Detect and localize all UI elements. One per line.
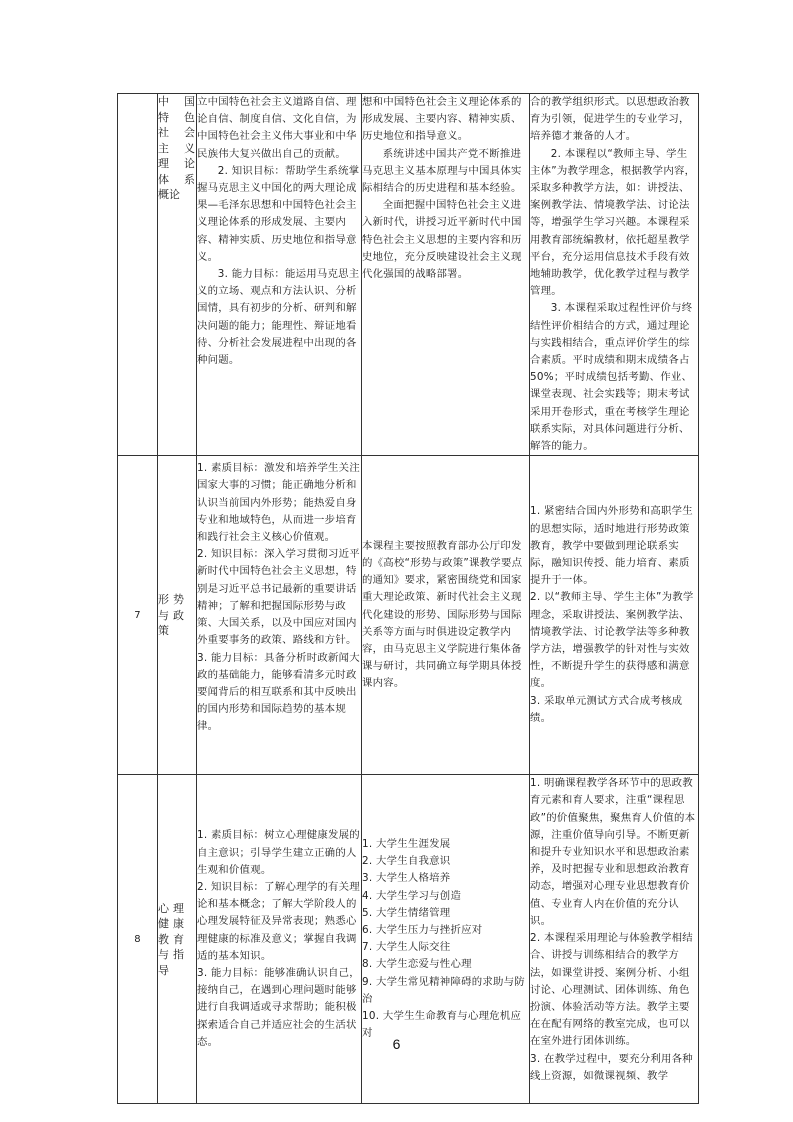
paragraph: 3. 能力目标：能够准确认识自己，接纳自己，在遇到心理问题时能够进行自我调适或寻求帮助；能积极探索适合自己并适应社会的生活状态。 xyxy=(197,967,360,1048)
paragraph: 3. 大学生人格培养 xyxy=(362,872,451,885)
course-number: 7 xyxy=(118,456,158,775)
paragraph: 2. 知识目标：了解心理学的有关理论和基本概念；了解大学阶段人的心理发展特征及异常表现；熟悉心理健康的标准及意义；掌握自我调适的基本知识。 xyxy=(197,881,360,962)
course-name-column xyxy=(158,901,169,979)
paragraph: 1. 紧密结合国内外形势和高职学生的思想实际，适时地进行形势政策教育，教学中要做到理论联系实际，融知识传授、能力培育、素质提升于一体。 xyxy=(530,505,693,587)
course-name-char: 中 xyxy=(158,95,169,108)
course-name-char: 理 xyxy=(158,157,169,170)
course-name-char: 特 xyxy=(158,110,169,124)
paragraph: 7. 大学生人际交往 xyxy=(362,941,451,954)
paragraph: 3. 能力目标：能运用马克思主义的立场、观点和方法认识、分析国情，具有初步的分析、研判和解决问题的能力；能理性、辩证地看待、分析社会发展进程中出现的各种问题。 xyxy=(197,268,360,367)
course-name-column xyxy=(158,94,180,203)
course-goals xyxy=(197,775,362,1104)
course-number: 8 xyxy=(118,775,158,1104)
paragraph: 3. 能力目标：具备分析时政新闻大政的基础能力，能够看清多元时政要闻背后的相互联系和其中反映出的国内形势和国际趋势的基本规律。 xyxy=(197,651,360,733)
table-row xyxy=(118,94,699,456)
table-row xyxy=(118,456,699,775)
paragraph: 1. 素质目标：树立心理健康发展的自主意识；引导学生建立正确的人生观和价值观。 xyxy=(197,829,360,876)
course-name-char: 体 xyxy=(158,172,169,186)
paragraph: 1. 素质目标：激发和培养学生关注国家大事的习惯；能正确地分析和认识当前国内外形势；能热爱自身专业和地域特色，从而进一步培育和践行社会主义核心价值观。 xyxy=(197,462,360,544)
course-goals xyxy=(197,94,362,456)
paragraph: 想和中国特色社会主义理论体系的形成发展、主要内容、精神实质、历史地位和指导意义。 xyxy=(362,96,522,143)
course-name-char: 会 xyxy=(184,126,195,139)
course-table xyxy=(117,93,699,1104)
course-name-char: 与 xyxy=(158,948,169,962)
course-name-char: 康 xyxy=(173,917,184,931)
page-number: 6 xyxy=(392,1036,401,1052)
paragraph: 2. 本课程采用理论与体验教学相结合、讲授与训练相结合的教学方法，如课堂讲授、案例分析、小组讨论、心理测试、团体训练、角色扮演、体验活动等方法。教学主要在在配有网络的教室完成，也可以在室外进行团体训练。 xyxy=(530,932,693,1048)
course-name-char: 心 xyxy=(158,901,169,915)
teaching-methods xyxy=(530,456,699,775)
course-content xyxy=(362,775,530,1104)
paragraph: 2. 大学生自我意识 xyxy=(362,855,451,868)
course-name-column xyxy=(184,94,195,203)
course-name-column xyxy=(173,901,184,979)
paragraph: 4. 大学生学习与创造 xyxy=(362,889,462,902)
course-name-column xyxy=(158,592,169,639)
paragraph: 2. 本课程以“教师主导、学生主体”为教学理念，根据教学内容，采取多种教学方法，如：讲授法、案例教学法、情境教学法、讨论法等，增强学生学习兴趣。本课程采用教育部统编教材，依托超星教学平台，充分运用信息技术手段有效地辅助教学，优化教学过程与教学管理。 xyxy=(530,147,696,298)
course-name-char: 育 xyxy=(173,932,184,946)
course-name-char: 教 xyxy=(158,932,169,946)
paragraph: 本课程主要按照教育部办公厅印发的《高校“形势与政策”课教学要点的通知》要求，紧密围绕党和国家重大理论政策、新时代社会主义现代化建设的形势、国际形势与国际关系等方面与时俱进设定教学内容，由马克思主义学院进行集体备课与研讨，共同确立每学期具体授课内容。 xyxy=(362,539,523,690)
course-name-char: 势 xyxy=(173,593,184,607)
paragraph: 9. 大学生常见精神障碍的求助与防治 xyxy=(362,975,525,1005)
course-name-char: 论 xyxy=(184,157,195,170)
paragraph: 2. 知识目标：深入学习贯彻习近平新时代中国特色社会主义思想，特别是习近平总书记最新的重要讲话精神；了解和把握国际形势与政策、大国关系，以及中国应对国内外重要事务的政策、路线和方针。 xyxy=(197,548,360,647)
course-content xyxy=(362,94,530,456)
course-number xyxy=(118,94,158,456)
course-name-char: 理 xyxy=(173,901,184,915)
course-name-char: 指 xyxy=(173,948,184,962)
paragraph: 合的教学组织形式。以思想政治教育为引领，促进学生的专业学习，培养德才兼备的人才。 xyxy=(530,96,690,143)
course-name xyxy=(158,94,197,456)
paragraph: 6. 大学生压力与挫折应对 xyxy=(362,924,483,937)
paragraph: 3. 本课程采取过程性评价与终结性评价相结合的方式，通过理论与实践相结合，重点评价学生的综合素质。平时成绩和期末成绩各占 50%；平时成绩包括考勤、作业、课堂表现、社会实践等；期末考试采用开卷形式，重在考核学生理论联系实际，对具体问题进行分析、解答的能力。 xyxy=(530,302,693,453)
course-name-column xyxy=(173,592,184,639)
course-name-char: 策 xyxy=(158,624,169,638)
course-name-char: 政 xyxy=(173,608,184,622)
course-name-char: 社 xyxy=(158,126,169,139)
paragraph: 2. 知识目标：帮助学生系统掌握马克思主义中国化的两大理论成果—毛泽东思想和中国特色社会主义理论体系的形成发展、主要内容、精神实质、历史地位和指导意义。 xyxy=(197,164,360,263)
paragraph: 1. 大学生生涯发展 xyxy=(362,838,451,851)
paragraph: 立中国特色社会主义道路自信、理论自信、制度自信、文化自信，为中国特色社会主义伟大事业和中华民族伟大复兴做出自己的贡献。 xyxy=(197,96,357,160)
course-name-char: 导 xyxy=(158,963,169,977)
course-name-char: 国 xyxy=(184,95,195,108)
course-name-char: 概论 xyxy=(158,188,180,201)
table-row xyxy=(118,775,699,1104)
paragraph: 1. 明确课程教学各环节中的思政教育元素和育人要求，注重“课程思政”的价值聚焦，聚焦育人价值的本源，注重价值导向引导。不断更新和提升专业知识水平和思想政治素养，及时把握专业和思想政治教育动态，增强对心理专业思想教育价值、专业育人内在价值的充分认识。 xyxy=(530,777,696,927)
paragraph: 5. 大学生情绪管理 xyxy=(362,906,451,919)
paragraph: 8. 大学生恋爱与性心理 xyxy=(362,958,472,971)
paragraph: 全面把握中国特色社会主义进入新时代，讲授习近平新时代中国特色社会主义思想的主要内容和历史地位，充分反映建设社会主义现代化强国的战略部署。 xyxy=(362,199,522,281)
course-name-char: 色 xyxy=(184,110,195,124)
course-name-char: 健 xyxy=(158,917,169,931)
course-goals xyxy=(197,456,362,775)
course-name-char: 系 xyxy=(184,172,195,186)
course-name-char: 形 xyxy=(158,593,169,607)
teaching-methods xyxy=(530,94,699,456)
paragraph: 10. 大学生生命教育与心理危机应对 xyxy=(362,1010,522,1040)
teaching-methods xyxy=(530,775,699,1104)
course-content xyxy=(362,456,530,775)
course-name-char: 义 xyxy=(184,141,195,155)
paragraph: 3. 采取单元测试方式合成考核成绩。 xyxy=(530,694,683,724)
course-name-char: 与 xyxy=(158,608,169,622)
paragraph: 2. 以“教师主导、学生主体”为教学理念，采取讲授法、案例教学法、情境教学法、讨论教学法等多种教学方法，增强教学的针对性与实效性，不断提升学生的获得感和满意度。 xyxy=(530,591,694,690)
course-name xyxy=(158,456,197,775)
paragraph: 3. 在教学过程中，要充分利用各种线上资源，如微课视频、教学 xyxy=(530,1052,693,1082)
paragraph: 系统讲述中国共产党不断推进马克思主义基本原理与中国具体实际相结合的历史进程和基本经验。 xyxy=(362,147,522,195)
course-name xyxy=(158,775,197,1104)
course-name-char: 主 xyxy=(158,141,169,155)
